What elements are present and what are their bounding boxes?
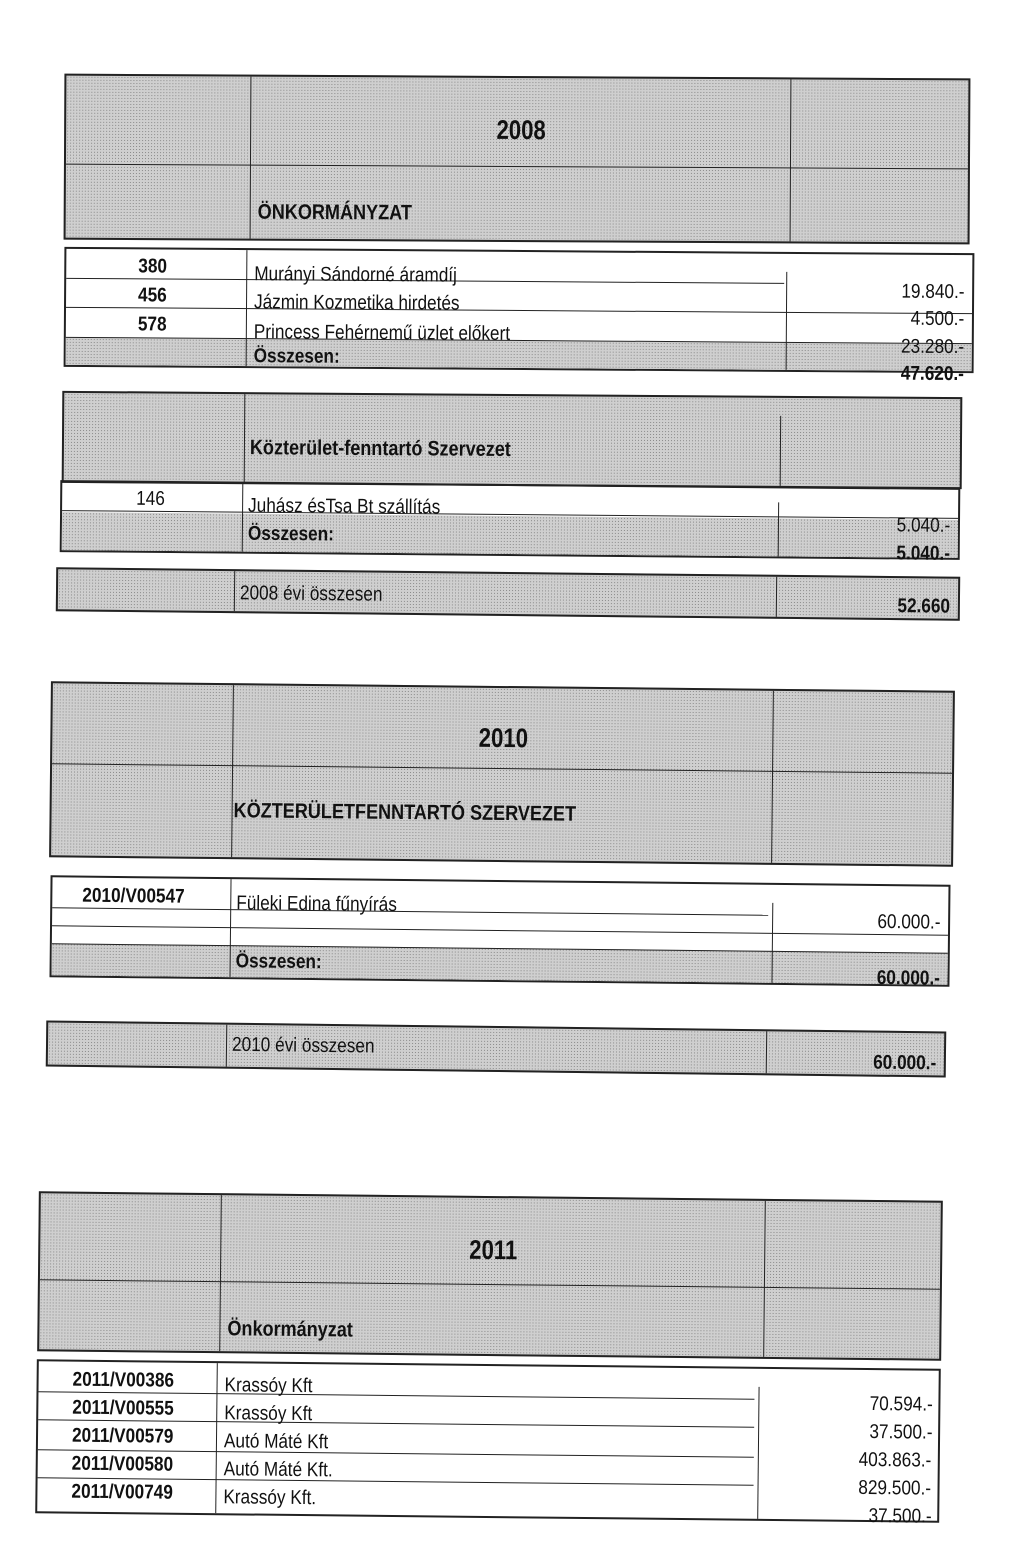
table-row-amount: 70.594.- [869, 1392, 933, 1416]
table-row-desc: Autó Máté Kft [223, 1430, 329, 1454]
total-label: Összesen: [253, 345, 340, 368]
org-heading: KÖZTERÜLETFENNTARTÓ SZERVEZET [233, 799, 577, 826]
table-row-desc: Princess Fehérnemű üzlet előkert [253, 321, 511, 345]
table-row-code: 2011/V00749 [71, 1480, 173, 1504]
table-row-desc: Krassóy Kft [224, 1402, 313, 1426]
table-row-desc: Krassóy Kft [224, 1374, 313, 1398]
year-heading: 2010 [478, 722, 529, 754]
total-amount: 60.000.- [876, 966, 940, 990]
year-total-bar-2010 [46, 1021, 946, 1078]
table-row-code: 146 [136, 487, 165, 510]
total-label: Összesen: [235, 950, 322, 974]
year-total-label: 2008 évi összesen [239, 582, 383, 606]
table-row-desc: Füleki Edina fűnyírás [236, 892, 398, 916]
table-row-amount: 4.500.- [910, 307, 965, 331]
header-block-2011 [37, 1191, 943, 1360]
year-total-amount: 52.660 [897, 595, 951, 618]
table-row-desc: Murányi Sándorné áramdíj [254, 263, 458, 287]
table-row-code: 2010/V00547 [82, 884, 185, 908]
table-row-code: 2011/V00579 [71, 1424, 174, 1448]
data-table-kozterulet-2010 [49, 875, 950, 990]
table-row-amount: 403.863.- [859, 1448, 932, 1472]
org-heading: Közterület-fenntartó Szervezet [249, 436, 511, 461]
table-row-code: 456 [138, 284, 167, 307]
table-row-amount: 37.500.- [868, 1504, 932, 1528]
table-row-desc: Juhász ésTsa Bt szállítás [248, 494, 441, 519]
year-heading: 2008 [496, 114, 546, 146]
total-amount: 47.620.- [900, 362, 964, 386]
table-row-code: 578 [137, 313, 167, 336]
table-row-amount: 37.500.- [868, 1420, 933, 1444]
table-row-code: 380 [138, 255, 168, 278]
table-row-desc: Autó Máté Kft. [223, 1458, 333, 1482]
table-row-code: 2011/V00580 [71, 1452, 174, 1476]
year-heading: 2011 [469, 1234, 518, 1266]
table-row-amount: 5.040.- [896, 514, 951, 537]
data-table-onkormanyzat-2011 [35, 1359, 941, 1528]
table-row-desc: Jázmin Kozmetika hirdetés [253, 291, 460, 315]
header-block-2008 [64, 74, 971, 245]
table-row-code: 2011/V00386 [72, 1368, 175, 1392]
table-row-amount: 23.280.- [900, 335, 964, 359]
table-row-amount: 19.840.- [900, 280, 965, 304]
year-total-amount: 60.000.- [872, 1051, 936, 1075]
table-row-amount: 60.000.- [876, 910, 941, 934]
header-block-2010 [49, 681, 955, 866]
org-heading: Önkormányzat [227, 1317, 353, 1342]
data-table-onkormanyzat-2008 [64, 247, 975, 386]
org-header-kozterulet-2008 [62, 391, 963, 489]
year-total-bar-2008 [56, 567, 960, 620]
table-row-amount: 829.500.- [858, 1476, 932, 1500]
table-row-code: 2011/V00555 [72, 1396, 174, 1420]
year-total-label: 2010 évi összesen [231, 1033, 375, 1058]
table-row-desc: Krassóy Kft. [223, 1486, 317, 1510]
data-table-kozterulet-2008 [60, 480, 961, 565]
org-heading: ÖNKORMÁNYZAT [257, 200, 412, 225]
total-amount: 5.040.- [896, 542, 950, 565]
total-label: Összesen: [247, 522, 335, 546]
